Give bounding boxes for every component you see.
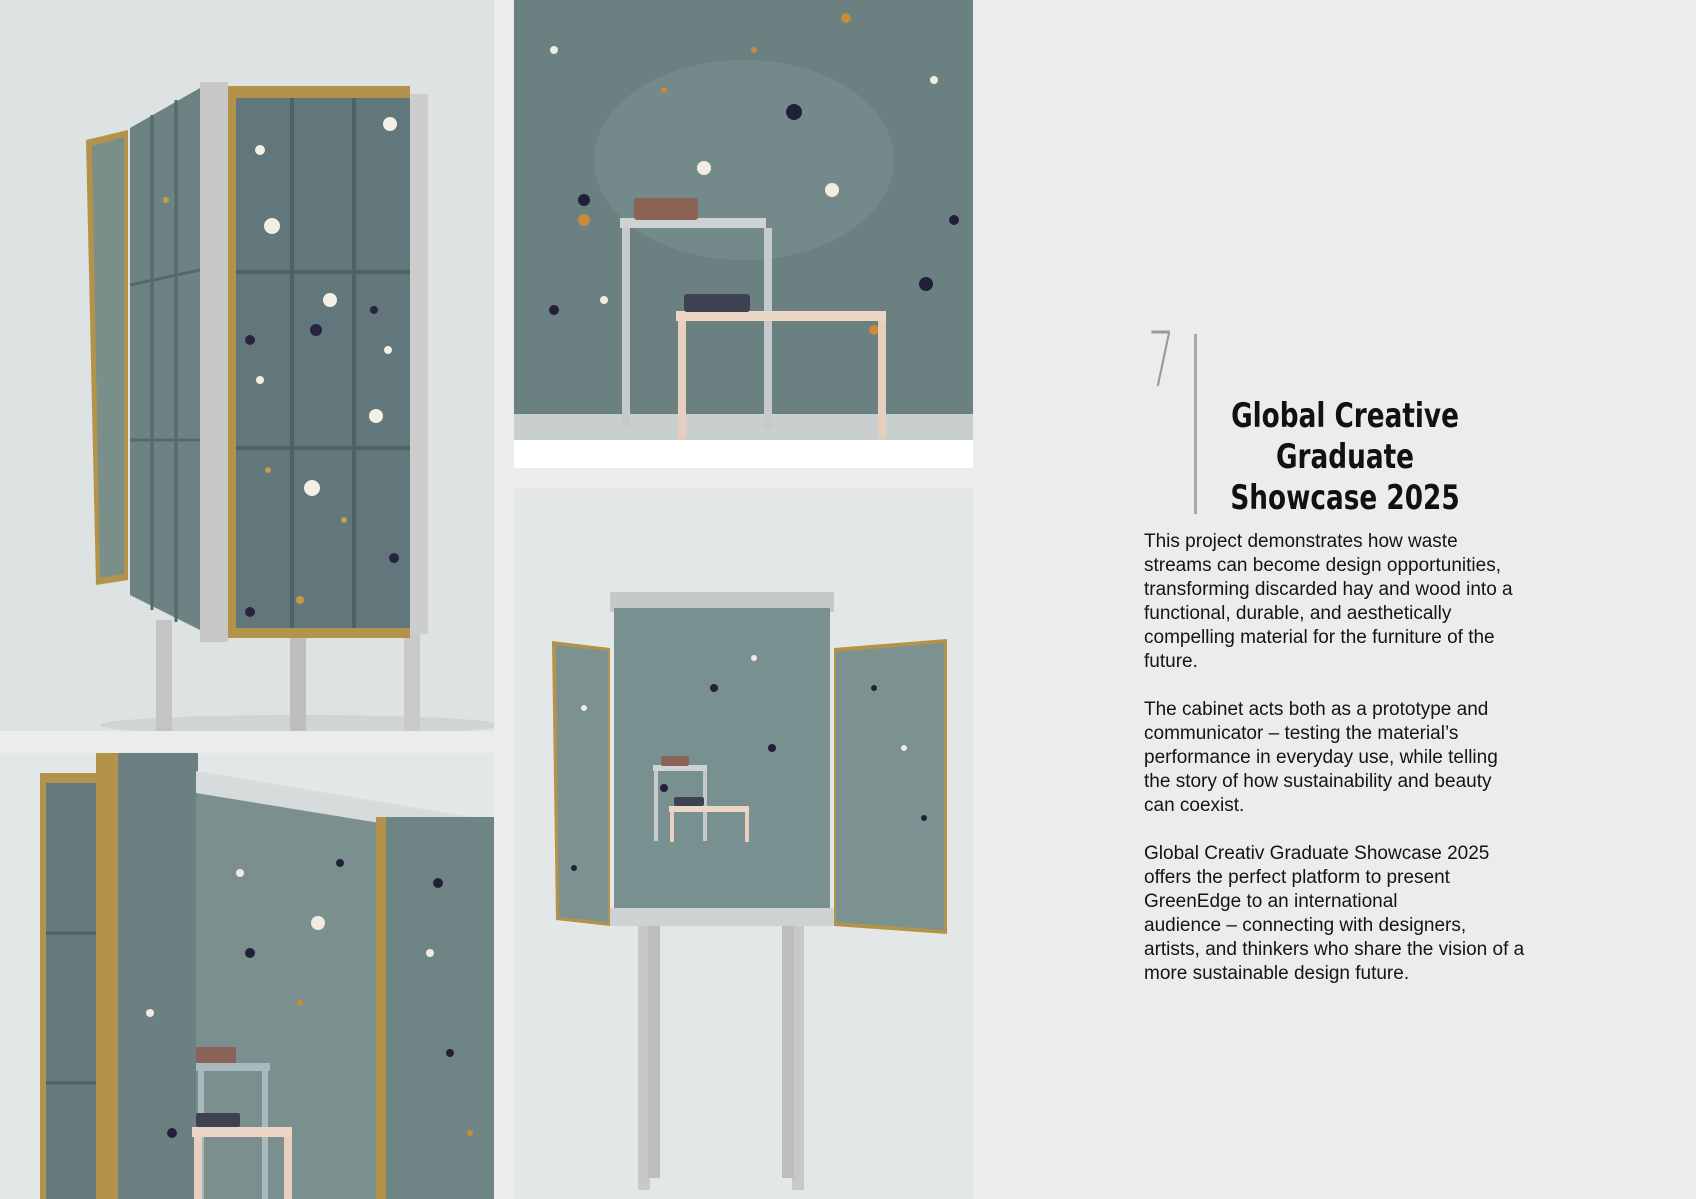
photo-cabinet-open-front — [514, 488, 973, 1199]
photo-cabinet-side-view — [0, 0, 494, 731]
title-line: Showcase 2025 — [1230, 478, 1460, 518]
paragraph: This project demonstrates how waste streams can become design opportunities, transforming discarded hay and wood into a functional, durable, and aesthetically compelling material for the furniture of the future. — [1144, 531, 1513, 672]
title-line: Graduate — [1275, 437, 1415, 477]
paragraph: The cabinet acts both as a prototype and communicator – testing the material’s performance in everyday use, while telling the story of how sustainability and beauty can coexist. — [1144, 699, 1498, 816]
title-divider — [1194, 334, 1197, 514]
photo-cabinet-interior — [0, 753, 494, 1199]
photo-shelf-detail — [514, 0, 973, 468]
body-text — [1144, 530, 1564, 1010]
title-line: Global Creative — [1231, 396, 1459, 436]
page-title — [1220, 396, 1469, 519]
page-number: 7 — [1148, 315, 1175, 404]
paragraph: Global Creativ Graduate Showcase 2025 offers the perfect platform to present GreenEdge to an international audience – connecting with designers, artists, and thinkers who share the vision of a more sustainable design future. — [1144, 843, 1525, 984]
